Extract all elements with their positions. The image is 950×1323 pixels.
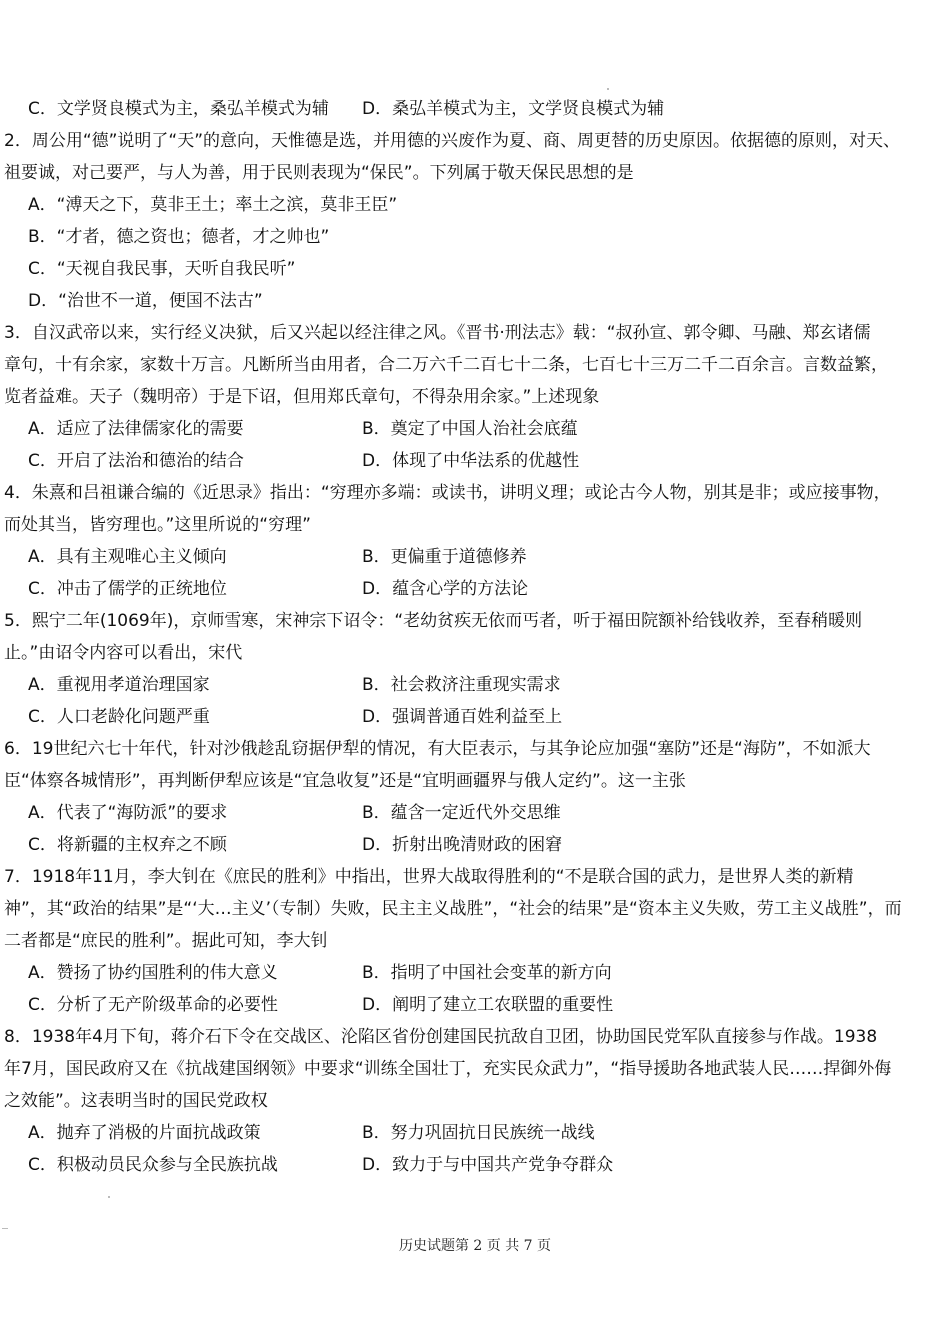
q8-stem-line-3: 之效能”。这表明当时的国民党政权 — [4, 1091, 268, 1111]
q4-option-b: B．更偏重于道德修养 — [362, 547, 527, 567]
q4-option-c: C．冲击了儒学的正统地位 — [28, 579, 227, 599]
q5-option-d: D．强调普通百姓利益至上 — [362, 707, 563, 727]
q8-stem-line-2: 年7月，国民政府又在《抗战建国纲领》中要求“训练全国壮丁，充实民众武力”，“指导援助各地武装人民……捍御外侮 — [4, 1059, 892, 1079]
q7-stem-line-2: 神”，其“政治的结果”是“‘大…主义’（专制）失败，民主主义战胜”，“社会的结果”是“资本主义失败，劳工主义战胜”，而 — [4, 899, 902, 919]
q5-stem-line-2: 止。”由诏令内容可以看出，宋代 — [4, 643, 243, 663]
q7-stem-line-3: 二者都是“庶民的胜利”。据此可知，李大钊 — [4, 931, 328, 951]
q8-option-c: C．积极动员民众参与全民族抗战 — [28, 1155, 278, 1175]
q1-option-c: C．文学贤良模式为主，桑弘羊模式为辅 — [28, 99, 329, 119]
scan-speck — [108, 1196, 110, 1198]
q5-stem-line-1: 5．熙宁二年(1069年)，京师雪寒，宋神宗下诏令：“老幼贫疾无依而丐者，听于福田院额补给钱收养，至春稍暖则 — [4, 611, 863, 631]
q6-option-c: C．将新疆的主权弃之不顾 — [28, 835, 227, 855]
q3-option-a: A．适应了法律儒家化的需要 — [28, 419, 244, 439]
q8-option-b: B．努力巩固抗日民族统一战线 — [362, 1123, 595, 1143]
q4-option-a: A．具有主观唯心主义倾向 — [28, 547, 227, 567]
q6-option-d: D．折射出晚清财政的困窘 — [362, 835, 563, 855]
q5-option-c: C．人口老龄化问题严重 — [28, 707, 210, 727]
q2-stem-line-1: 2．周公用“德”说明了“天”的意向，天惟德是选，并用德的兴废作为夏、商、周更替的历史原因。依据德的原则，对天、 — [4, 131, 901, 151]
q3-option-b: B．奠定了中国人治社会底蕴 — [362, 419, 578, 439]
q7-option-d: D．阐明了建立工农联盟的重要性 — [362, 995, 614, 1015]
q7-option-c: C．分析了无产阶级革命的必要性 — [28, 995, 278, 1015]
q7-stem-line-1: 7．1918年11月，李大钊在《庶民的胜利》中指出，世界大战取得胜利的“不是联合国的武力，是世界人类的新精 — [4, 867, 854, 887]
q5-option-b: B．社会救济注重现实需求 — [362, 675, 561, 695]
q6-option-a: A．代表了“海防派”的要求 — [28, 803, 228, 823]
q2-stem-line-2: 祖要诚，对己要严，与人为善，用于民则表现为“保民”。下列属于敬天保民思想的是 — [4, 163, 634, 183]
page-footer: 历史试题第 2 页 共 7 页 — [398, 1238, 552, 1254]
q3-stem-line-1: 3．自汉武帝以来，实行经义决狱，后又兴起以经注律之风。《晋书·刑法志》载：“叔孙宣、郭令卿、马融、郑玄诸儒 — [4, 323, 871, 343]
q2-option-a: A．“溥天之下，莫非王土；率土之滨，莫非王臣” — [28, 195, 398, 215]
q1-option-d: D．桑弘羊模式为主，文学贤良模式为辅 — [362, 99, 665, 119]
q3-option-d: D．体现了中华法系的优越性 — [362, 451, 580, 471]
q8-option-d: D．致力于与中国共产党争夺群众 — [362, 1155, 614, 1175]
q4-stem-line-2: 而处其当，皆穷理也。”这里所说的“穷理” — [4, 515, 311, 535]
q4-option-d: D．蕴含心学的方法论 — [362, 579, 529, 599]
q7-option-a: A．赞扬了协约国胜利的伟大意义 — [28, 963, 278, 983]
q5-option-a: A．重视用孝道治理国家 — [28, 675, 210, 695]
q4-stem-line-1: 4．朱熹和吕祖谦合编的《近思录》指出：“穷理亦多端：或读书，讲明义理；或论古今人物，别其是非；或应接事物， — [4, 483, 891, 503]
q3-stem-line-2: 章句，十有余家，家数十万言。凡断所当由用者，合二万六千二百七十二条，七百七十三万二千二百余言。言数益繁， — [4, 355, 888, 375]
q8-stem-line-1: 8．1938年4月下旬，蒋介石下令在交战区、沦陷区省份创建国民抗敌自卫团，协助国民党军队直接参与作战。1938 — [4, 1027, 878, 1047]
q2-option-c: C．“天视自我民事，天听自我民听” — [28, 259, 296, 279]
q8-option-a: A．抛弃了消极的片面抗战政策 — [28, 1123, 261, 1143]
q3-option-c: C．开启了法治和德治的结合 — [28, 451, 244, 471]
q2-option-d: D．“治世不一道，便国不法古” — [28, 291, 263, 311]
q2-option-b: B．“才者，德之资也；德者，才之帅也” — [28, 227, 330, 247]
scan-speck — [2, 1228, 8, 1229]
q7-option-b: B．指明了中国社会变革的新方向 — [362, 963, 612, 983]
q6-option-b: B．蕴含一定近代外交思维 — [362, 803, 561, 823]
q3-stem-line-3: 览者益难。天子（魏明帝）于是下诏，但用郑氏章句，不得杂用余家。”上述现象 — [4, 387, 600, 407]
q6-stem-line-1: 6．19世纪六七十年代，针对沙俄趁乱窃据伊犁的情况，有大臣表示，与其争论应加强“塞防”还是“海防”，不如派大 — [4, 739, 871, 759]
q6-stem-line-2: 臣“体察各城情形”，再判断伊犁应该是“宜急收复”还是“宜明画疆界与俄人定约”。这一主张 — [4, 771, 686, 791]
scan-speck — [607, 88, 609, 90]
